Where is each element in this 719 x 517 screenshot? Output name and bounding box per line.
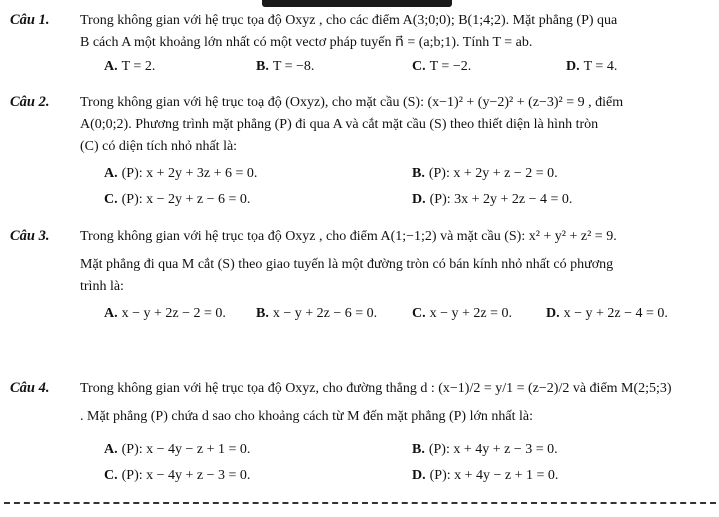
option-text: T = 2. <box>121 59 156 74</box>
question-line: . Mặt phẳng (P) chứa d sao cho khoảng cách từ M đến mặt phẳng (P) lớn nhất là: <box>80 409 533 424</box>
option-key: A. <box>104 306 118 321</box>
option-text: x − y + 2z − 6 = 0. <box>272 306 378 321</box>
option-key: C. <box>412 306 426 321</box>
option-d <box>546 306 668 322</box>
option-key: D. <box>566 59 580 74</box>
question-line: Trong không gian với hệ trục tọa độ Oxyz , cho điểm A(1;−1;2) và mặt cầu (S): x² + y² + z² = 9. <box>80 229 617 244</box>
option-d <box>412 468 558 484</box>
option-b <box>412 442 558 458</box>
option-key: B. <box>412 166 425 181</box>
question-line: Trong không gian với hệ trục tọa độ Oxyz , cho các điểm A(3;0;0); B(1;4;2). Mặt phẳng (P) qua <box>80 13 618 28</box>
option-key: D. <box>546 306 560 321</box>
question-label: Câu 2. <box>10 94 50 110</box>
question-text <box>80 10 713 54</box>
option-key: B. <box>256 306 269 321</box>
option-c <box>412 59 471 75</box>
option-key: A. <box>104 59 118 74</box>
option-a <box>104 166 257 182</box>
option-key: C. <box>412 59 426 74</box>
question-line: Mặt phẳng đi qua M cắt (S) theo giao tuyến là một đường tròn có bán kính nhỏ nhất có phương <box>80 257 614 272</box>
question-text <box>80 226 713 298</box>
option-b <box>412 166 558 182</box>
option-text: x − y + 2z − 4 = 0. <box>563 306 668 321</box>
option-key: A. <box>104 166 118 181</box>
option-key: C. <box>104 192 118 207</box>
option-key: D. <box>412 192 426 207</box>
question-line: A(0;0;2). Phương trình mặt phẳng (P) đi qua A và cắt mặt cầu (S) theo thiết diện là hình tròn <box>80 117 599 132</box>
question-line: Trong không gian với hệ trục toạ độ (Oxyz), cho mặt cầu (S): (x−1)² + (y−2)² + (z−3)² = 9 , điểm <box>80 95 624 110</box>
option-key: D. <box>412 468 426 483</box>
option-text: (P): 3x + 2y + 2z − 4 = 0. <box>429 192 573 207</box>
option-key: B. <box>412 442 425 457</box>
question-line: B cách A một khoảng lớn nhất có một vectơ pháp tuyến n⃗ = (a;b;1). Tính T = ab. <box>80 35 533 50</box>
option-text: (P): x + 2y + 3z + 6 = 0. <box>121 166 258 181</box>
option-text: T = −2. <box>429 59 472 74</box>
option-c <box>104 192 250 208</box>
option-a <box>104 59 155 75</box>
option-a <box>104 442 250 458</box>
option-key: A. <box>104 442 118 457</box>
option-c <box>104 468 250 484</box>
option-key: B. <box>256 59 269 74</box>
option-text: x − y + 2z − 2 = 0. <box>121 306 226 321</box>
option-d <box>412 192 572 208</box>
option-a <box>104 306 226 322</box>
header-decoration <box>262 0 452 7</box>
option-text: x − y + 2z = 0. <box>429 306 513 321</box>
option-d <box>566 59 617 75</box>
option-text: (P): x + 2y + z − 2 = 0. <box>428 166 558 181</box>
option-text: T = 4. <box>583 59 618 74</box>
option-text: (P): x − 4y − z + 1 = 0. <box>121 442 251 457</box>
option-b <box>256 306 377 322</box>
question-line: Trong không gian với hệ trục tọa độ Oxyz, cho đường thẳng d : (x−1)/2 = y/1 = (z−2)/2 và điểm M(2;5;3) <box>80 381 672 396</box>
question-label: Câu 1. <box>10 12 50 28</box>
option-c <box>412 306 512 322</box>
option-b <box>256 59 314 75</box>
option-text: T = −8. <box>272 59 315 74</box>
option-text: (P): x + 4y + z − 3 = 0. <box>428 442 558 457</box>
dashed-divider <box>4 502 716 504</box>
question-text <box>80 92 713 158</box>
question-label: Câu 4. <box>10 380 50 396</box>
question-label: Câu 3. <box>10 228 50 244</box>
question-text <box>80 378 713 428</box>
option-key: C. <box>104 468 118 483</box>
option-text: (P): x − 4y + z − 3 = 0. <box>121 468 251 483</box>
option-text: (P): x − 2y + z − 6 = 0. <box>121 192 251 207</box>
question-line: (C) có diện tích nhỏ nhất là: <box>80 139 238 154</box>
question-line: trình là: <box>80 279 124 294</box>
option-text: (P): x + 4y − z + 1 = 0. <box>429 468 559 483</box>
